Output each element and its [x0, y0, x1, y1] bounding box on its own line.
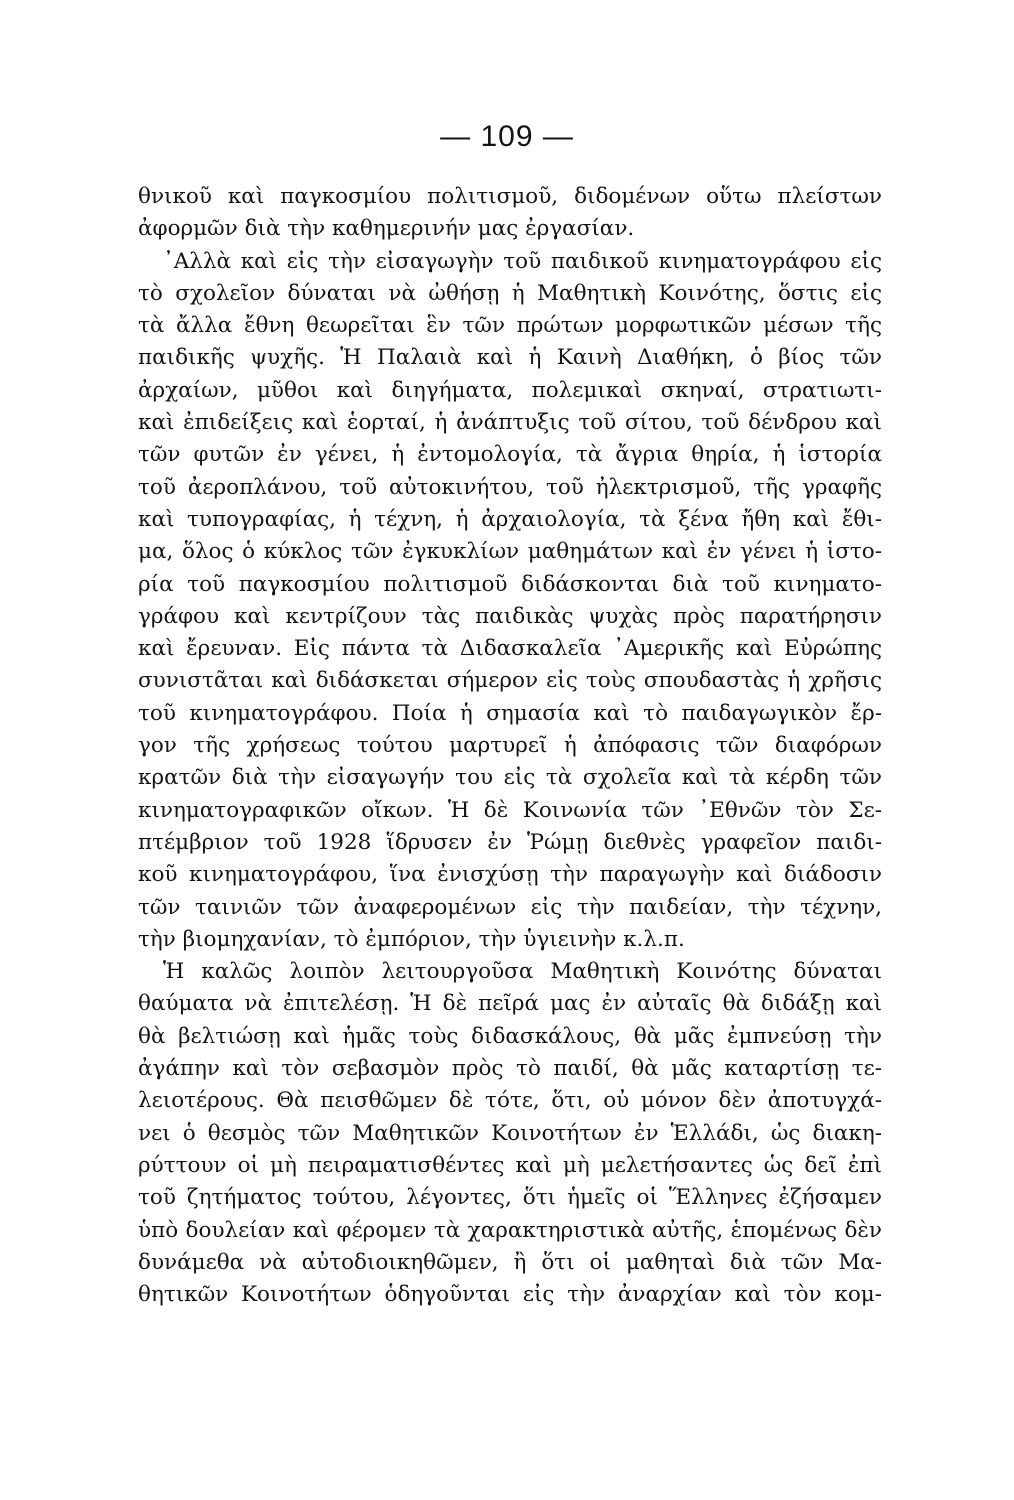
- text-line: τὰ ἄλλα ἔθνη θεωρεῖται ἓν τῶν πρώτων μορφωτικῶν μέσων τῆς: [138, 313, 882, 339]
- text-line: θαύματα νὰ ἐπιτελέσῃ. Ἡ δὲ πεῖρά μας ἐν αὐταῖς θὰ διδάξῃ καὶ: [138, 991, 882, 1017]
- text-line: τοῦ ἀεροπλάνου, τοῦ αὐτοκινήτου, τοῦ ἠλεκτρισμοῦ, τῆς γραφῆς: [138, 474, 882, 500]
- text-line: ἀφορμῶν διὰ τὴν καθημερινήν μας ἐργασίαν.: [138, 216, 635, 242]
- text-line: κοῦ κινηματογράφου, ἵνα ἐνισχύσῃ τὴν παραγωγὴν καὶ διάδοσιν: [138, 862, 882, 888]
- text-line: θνικοῦ καὶ παγκοσμίου πολιτισμοῦ, διδομένων οὕτω πλείστων: [138, 184, 882, 209]
- text-line: ρύττουν οἱ μὴ πειραματισθέντες καὶ μὴ μελετήσαντες ὡς δεῖ ἐπὶ: [138, 1152, 882, 1178]
- text-line: ρία τοῦ παγκοσμίου πολιτισμοῦ διδάσκονται διὰ τοῦ κινηματο-: [138, 571, 882, 597]
- text-line: δυνάμεθα νὰ αὐτοδιοικηθῶμεν, ἢ ὅτι οἱ μαθηταὶ διὰ τῶν Μα-: [138, 1249, 882, 1275]
- text-line: γράφου καὶ κεντρίζουν τὰς παιδικὰς ψυχὰς πρὸς παρατήρησιν: [138, 603, 882, 629]
- text-line: θητικῶν Κοινοτήτων ὁδηγοῦνται εἰς τὴν ἀναρχίαν καὶ τὸν κομ-: [138, 1282, 882, 1308]
- text-line: τῶν φυτῶν ἐν γένει, ἡ ἐντομολογία, τὰ ἄγρια θηρία, ἡ ἱστορία: [138, 442, 882, 468]
- text-line: τοῦ κινηματογράφου. Ποία ἡ σημασία καὶ τὸ παιδαγωγικὸν ἔρ-: [138, 700, 882, 726]
- text-line: πτέμβριον τοῦ 1928 ἵδρυσεν ἐν Ῥώμῃ διεθνὲς γραφεῖον παιδι-: [138, 829, 882, 855]
- text-line: ᾿Αλλὰ καὶ εἰς τὴν εἰσαγωγὴν τοῦ παιδικοῦ κινηματογράφου εἰς: [163, 248, 882, 274]
- text-line: καὶ ἐπιδείξεις καὶ ἑορταί, ἡ ἀνάπτυξις τοῦ σίτου, τοῦ δένδρου καὶ: [138, 410, 882, 436]
- text-line: κρατῶν διὰ τὴν εἰσαγωγήν του εἰς τὰ σχολεῖα καὶ τὰ κέρδη τῶν: [138, 765, 882, 791]
- text-line: καὶ τυπογραφίας, ἡ τέχνη, ἡ ἀρχαιολογία, τὰ ξένα ἤθη καὶ ἔθι-: [138, 506, 882, 532]
- text-line: λειοτέρους. Θὰ πεισθῶμεν δὲ τότε, ὅτι, οὐ μόνον δὲν ἀποτυγχά-: [138, 1088, 882, 1114]
- text-line: ἀγάπην καὶ τὸν σεβασμὸν πρὸς τὸ παιδί, θὰ μᾶς καταρτίσῃ τε-: [138, 1056, 882, 1082]
- text-line: παιδικῆς ψυχῆς. Ἡ Παλαιὰ καὶ ἡ Καινὴ Διαθήκη, ὁ βίος τῶν: [138, 345, 882, 371]
- text-line: νει ὁ θεσμὸς τῶν Μαθητικῶν Κοινοτήτων ἐν Ἑλλάδι, ὡς διακη-: [138, 1120, 882, 1146]
- text-line: Ἡ καλῶς λοιπὸν λειτουργοῦσα Μαθητικὴ Κοινότης δύναται: [163, 959, 882, 985]
- text-line: συνιστᾶται καὶ διδάσκεται σήμερον εἰς τοὺς σπουδαστὰς ἡ χρῆσις: [138, 668, 882, 694]
- text-line: καὶ ἔρευναν. Εἰς πάντα τὰ Διδασκαλεῖα ᾿Αμερικῆς καὶ Εὐρώπης: [138, 636, 882, 662]
- text-line: τοῦ ζητήματος τούτου, λέγοντες, ὅτι ἡμεῖς οἱ Ἕλληνες ἐζήσαμεν: [138, 1185, 882, 1211]
- text-line: ἀρχαίων, μῦθοι καὶ διηγήματα, πολεμικαὶ σκηναί, στρατιωτι-: [138, 377, 882, 403]
- text-line: τὴν βιομηχανίαν, τὸ ἐμπόριον, τὴν ὑγιεινὴν κ.λ.π.: [138, 926, 685, 952]
- text-line: μα, ὅλος ὁ κύκλος τῶν ἐγκυκλίων μαθημάτων καὶ ἐν γένει ἡ ἱστο-: [138, 539, 882, 565]
- text-line: κινηματογραφικῶν οἴκων. Ἡ δὲ Κοινωνία τῶν ᾿Εθνῶν τὸν Σε-: [138, 797, 882, 823]
- body-text: [138, 181, 882, 1311]
- page-number: — 109 —: [440, 120, 574, 153]
- text-line: θὰ βελτιώσῃ καὶ ἡμᾶς τοὺς διδασκάλους, θὰ μᾶς ἐμπνεύσῃ τὴν: [138, 1023, 882, 1049]
- text-line: γον τῆς χρήσεως τούτου μαρτυρεῖ ἡ ἀπόφασις τῶν διαφόρων: [138, 733, 882, 759]
- text-line: τῶν ταινιῶν τῶν ἀναφερομένων εἰς τὴν παιδείαν, τὴν τέχνην,: [138, 894, 882, 920]
- text-line: τὸ σχολεῖον δύναται νὰ ὠθήσῃ ἡ Μαθητικὴ Κοινότης, ὅστις εἰς: [138, 280, 882, 306]
- text-line: ὑπὸ δουλείαν καὶ φέρομεν τὰ χαρακτηριστικὰ αὐτῆς, ἑπομένως δὲν: [138, 1217, 882, 1243]
